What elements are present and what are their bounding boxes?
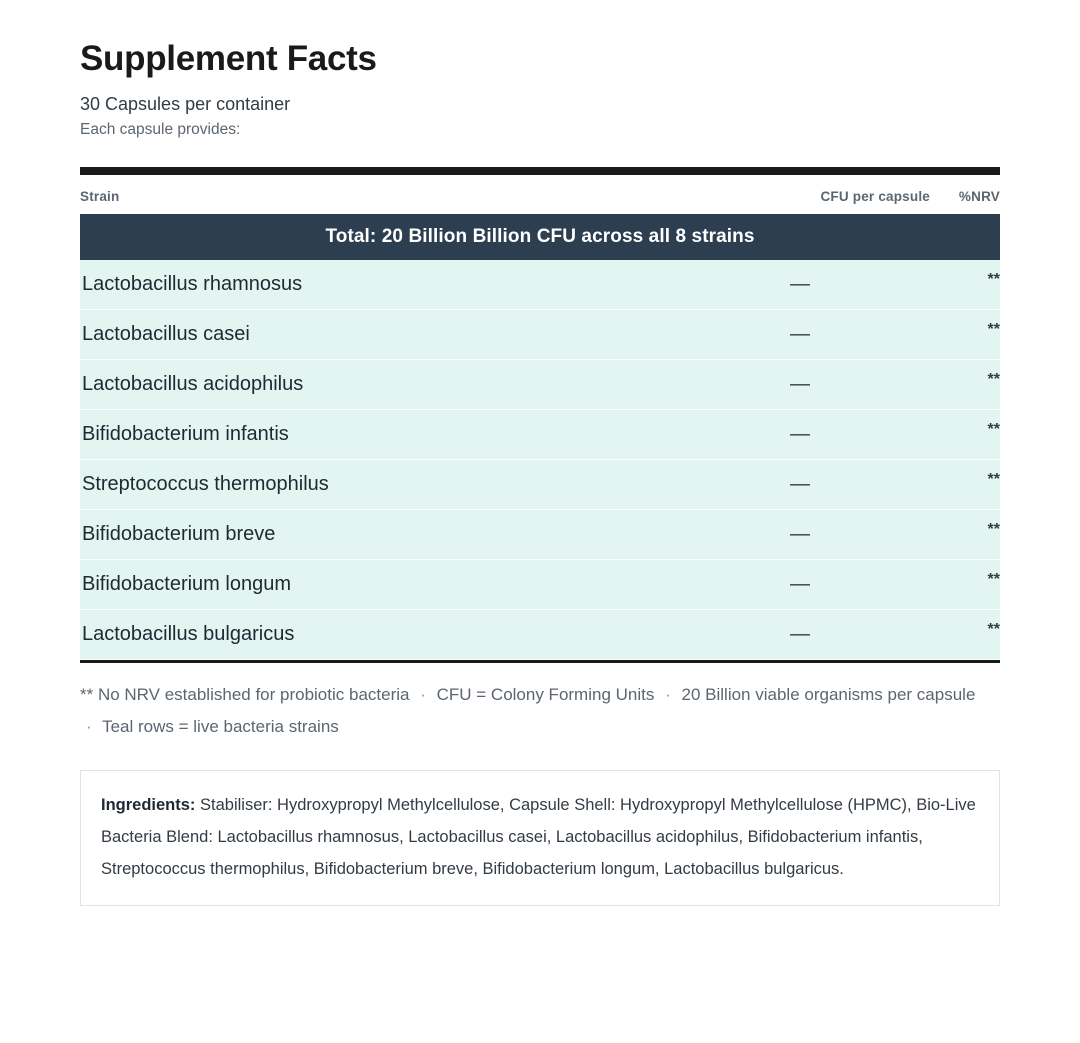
strain-cfu: — — [610, 310, 930, 360]
strain-name: Streptococcus thermophilus — [80, 460, 610, 510]
column-header-cfu: CFU per capsule — [820, 189, 930, 205]
bottom-divider — [80, 660, 1000, 663]
table-row — [80, 360, 1000, 410]
strain-name: Lactobacillus rhamnosus — [80, 260, 610, 310]
footnote-item: ** No NRV established for probiotic bacteria — [80, 685, 410, 705]
strain-name: Bifidobacterium longum — [80, 560, 610, 610]
strain-nrv: ** — [930, 360, 1000, 410]
table-header-row — [80, 181, 1000, 214]
footnotes — [80, 679, 980, 744]
footnote-item: 20 Billion viable organisms per capsule — [681, 685, 976, 705]
total-banner-text: Total: 20 Billion Billion CFU across all 8 strains — [80, 214, 1000, 260]
table-row — [80, 560, 1000, 610]
column-header-nrv: %NRV — [958, 189, 1000, 205]
footnote-item: Teal rows = live bacteria strains — [102, 717, 339, 737]
strain-cfu: — — [610, 510, 930, 560]
ingredients-text: Stabiliser: Hydroxypropyl Methylcellulose, Capsule Shell: Hydroxypropyl Methylcellulose (HPMC), Bio-Live Bacteria Blend: Lactobacillus rhamnosus, Lactobacillus casei, Lactobacillus acidophilus, Bifidobacterium infantis, Streptococcus thermophilus, Bifidobacterium breve, Bifidobacterium longum, Lactobacillus bulgaricus. — [101, 795, 976, 878]
strain-nrv: ** — [930, 460, 1000, 510]
table-row — [80, 410, 1000, 460]
strain-cfu: — — [610, 260, 930, 310]
strain-name: Lactobacillus acidophilus — [80, 360, 610, 410]
strain-cfu: — — [610, 610, 930, 660]
supplement-facts-table — [80, 181, 1000, 660]
footnote-separator: · — [420, 685, 426, 705]
table-row — [80, 310, 1000, 360]
table-row — [80, 260, 1000, 310]
strain-nrv: ** — [930, 310, 1000, 360]
column-header-strain: Strain — [80, 189, 120, 205]
footnote-separator: · — [86, 717, 92, 737]
servings-per-container: 30 Capsules per container — [80, 93, 291, 114]
table-row — [80, 460, 1000, 510]
table-header — [80, 181, 1000, 214]
table-row — [80, 510, 1000, 560]
strain-name: Bifidobacterium infantis — [80, 410, 610, 460]
table-body — [80, 214, 1000, 660]
top-divider — [80, 167, 1000, 175]
ingredients-label: Ingredients: — [101, 795, 196, 814]
strain-name: Lactobacillus casei — [80, 310, 610, 360]
table-row — [80, 610, 1000, 660]
strain-nrv: ** — [930, 610, 1000, 660]
total-banner-row — [80, 214, 1000, 260]
page-title: Supplement Facts — [80, 39, 377, 78]
strain-nrv: ** — [930, 560, 1000, 610]
strain-cfu: — — [610, 460, 930, 510]
strain-name: Bifidobacterium breve — [80, 510, 610, 560]
strain-nrv: ** — [930, 510, 1000, 560]
footnote-separator: · — [665, 685, 671, 705]
footnote-item: CFU = Colony Forming Units — [436, 685, 655, 705]
strain-cfu: — — [610, 360, 930, 410]
strain-nrv: ** — [930, 410, 1000, 460]
strain-name: Lactobacillus bulgaricus — [80, 610, 610, 660]
serving-note: Each capsule provides: — [80, 120, 241, 138]
strain-cfu: — — [610, 410, 930, 460]
bottom-spacer — [80, 906, 1000, 956]
strain-nrv: ** — [930, 260, 1000, 310]
strain-cfu: — — [610, 560, 930, 610]
ingredients-box — [80, 770, 1000, 907]
